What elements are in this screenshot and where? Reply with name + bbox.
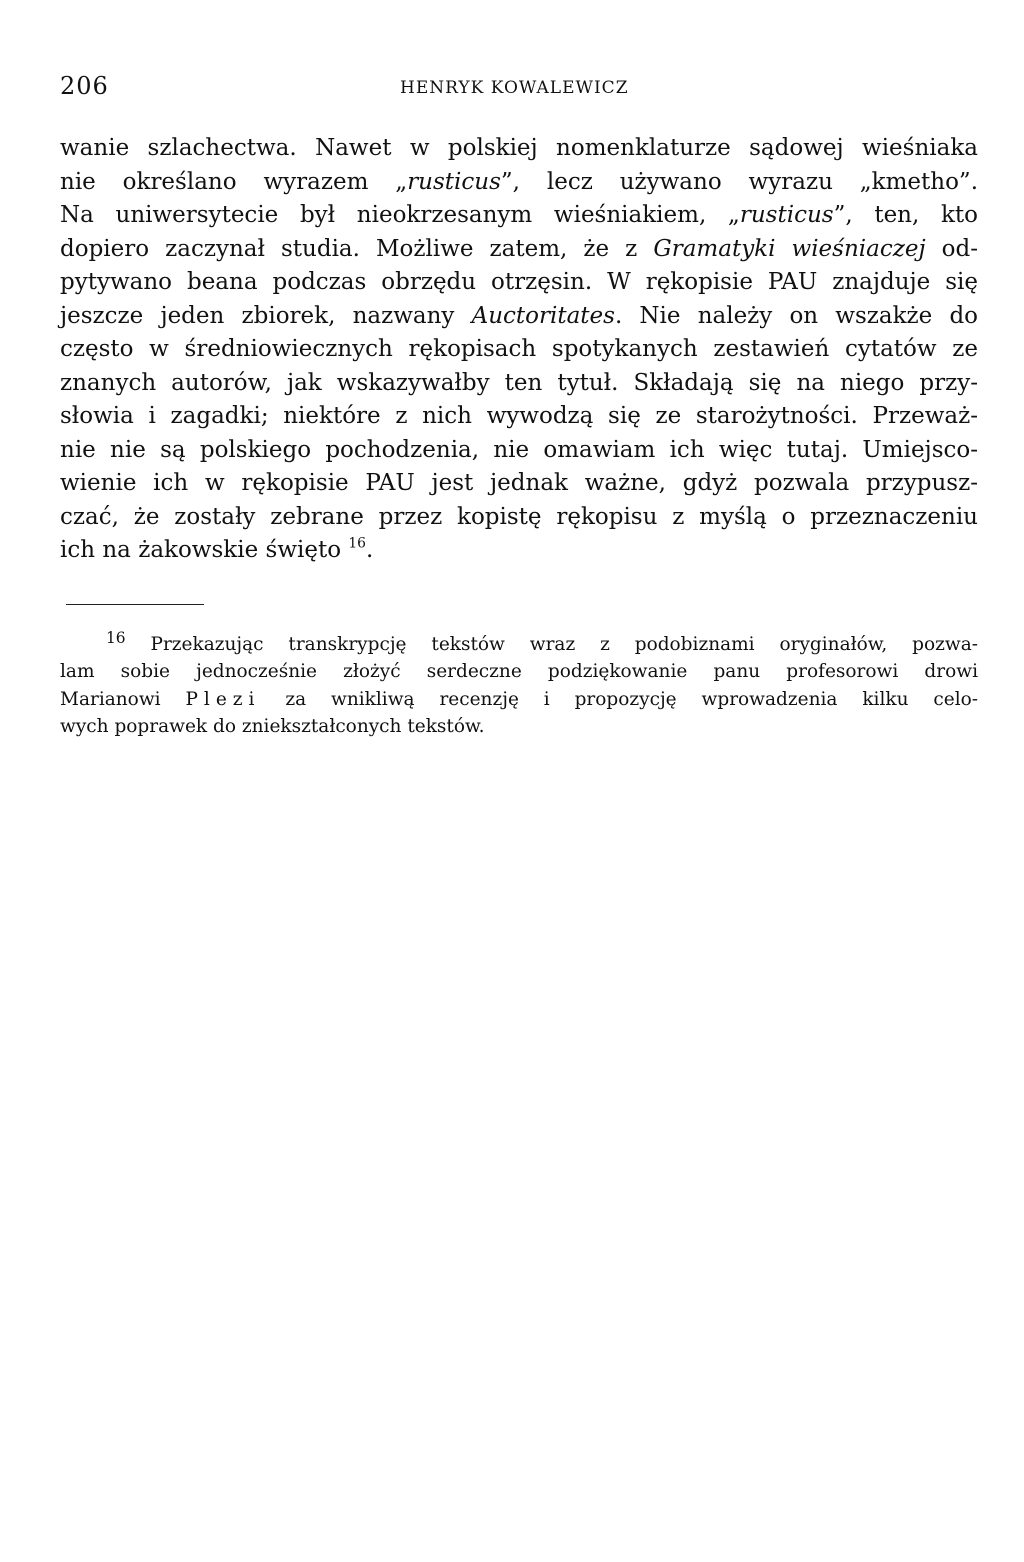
body-line: czać, że zostały zebrane przez kopistę rękopisu z myślą o przeznaczeniu [60,503,978,530]
spaced-name: Plezi [185,688,261,710]
italic-term: rusticus [739,202,834,228]
footnote-line: $^{16}$ Przekazując transkrypcję tekstów wraz z podobiznami oryginałów, pozwa- [106,628,978,655]
footnote-line: Marianowi Plezi za wnikliwą recenzję i propozycję wprowadzenia kilku celo- [60,688,978,710]
italic-title: Auctoritates [471,302,615,329]
running-head [60,60,978,100]
footnote-marker: 16 [106,628,126,647]
footnote-line: wych poprawek do zniekształconych tekstów. [60,716,485,738]
footnote-separator [66,604,204,605]
body-line: nie nie są polskiego pochodzenia, nie omawiam ich więc tutaj. Umiejsco- [60,436,978,463]
document-page [60,60,978,741]
body-paragraph [60,132,978,568]
body-line: jeszcze jeden zbiorek, nazwany Auctoritates. Nie należy on wszakże do [60,302,979,329]
body-line: znanych autorów, jak wskazywałby ten tytuł. Składają się na niego przy- [60,369,978,396]
page-number: 206 [60,72,109,100]
footnote [60,625,978,741]
body-line: Na uniwersytecie był nieokrzesanym wieśniakiem, „rusticus”, ten, kto [60,202,978,228]
footnote-reference: 16 [348,535,366,552]
footnote-line: lam sobie jednocześnie złożyć serdeczne podziękowanie panu profesorowi drowi [60,661,978,683]
body-line: słowia i zagadki; niektóre z nich wywodzą się ze starożytności. Przeważ- [60,403,978,429]
body-line: pytywano beana podczas obrzędu otrzęsin. W rękopisie PAU znajduje się [60,269,978,295]
body-line: ich na żakowskie święto $^{16}$. [60,535,374,563]
italic-term: rusticus [407,168,501,195]
italic-title: Gramatyki wieśniaczej [653,235,926,262]
body-line: dopiero zaczynał studia. Możliwe zatem, że z Gramatyki wieśniaczej od- [60,235,978,262]
body-line: nie określano wyrazem „rusticus”, lecz używano wyrazu „kmetho”. [60,168,979,195]
body-line: wienie ich w rękopisie PAU jest jednak ważne, gdyż pozwala przypusz- [60,470,978,496]
body-line: wanie szlachectwa. Nawet w polskiej nomenklaturze sądowej wieśniaka [60,135,978,161]
running-title: HENRYK KOWALEWICZ [400,78,629,98]
body-line: często w średniowiecznych rękopisach spotykanych zestawień cytatów ze [60,336,978,362]
